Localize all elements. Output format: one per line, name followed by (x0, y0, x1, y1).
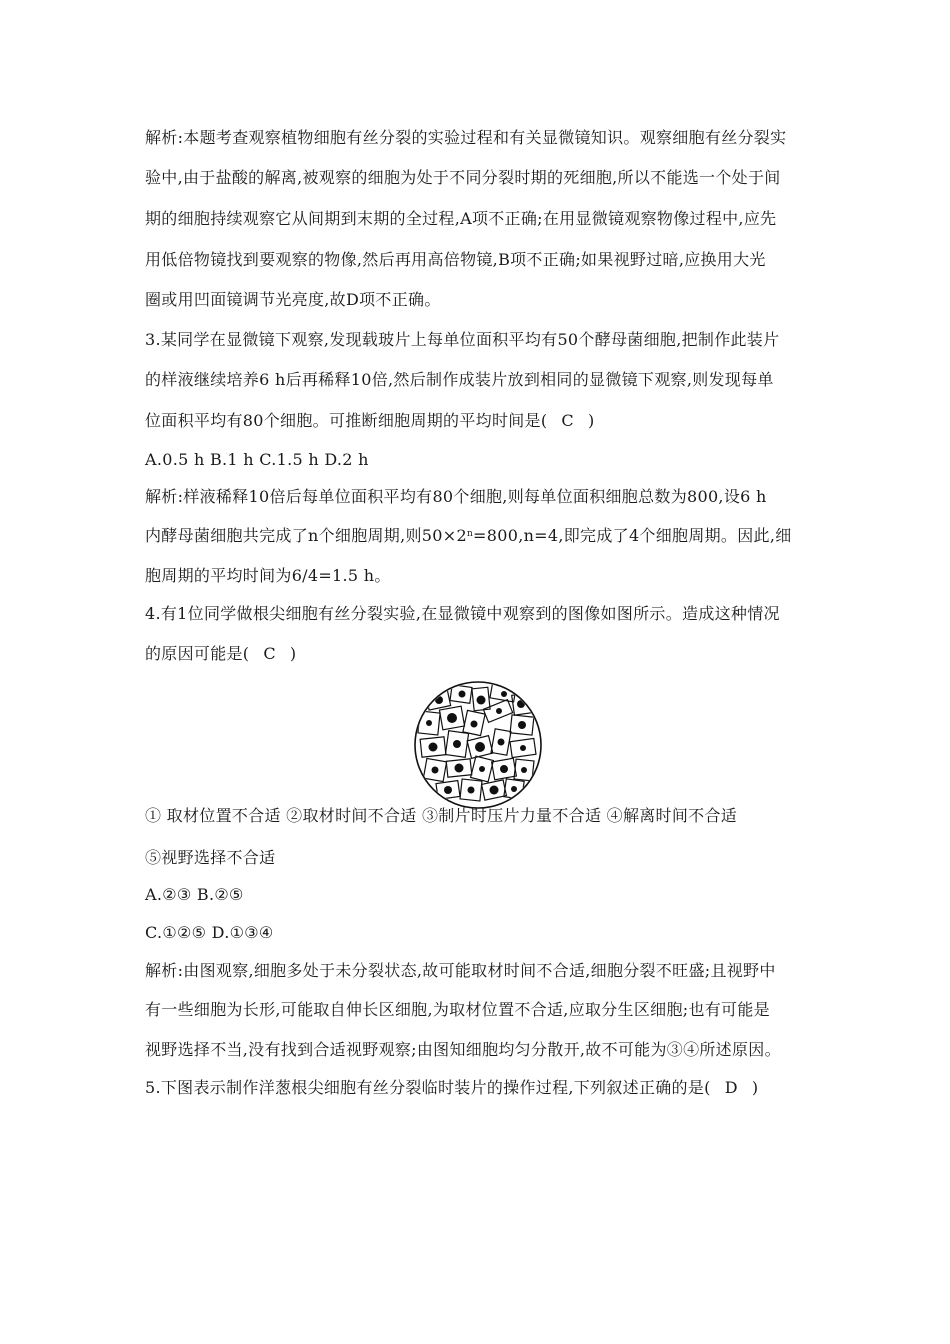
cell-nucleus (459, 691, 466, 698)
question-5-line (145, 1078, 758, 1098)
question-4-conditions-line-1: ① 取材位置不合适 ②取材时间不合适 ③制片时压片力量不合适 ④解离时间不合适 (145, 806, 738, 825)
cell-nucleus (477, 696, 486, 705)
analysis-4-line-2: 有一些细胞为长形,可能取自伸长区细胞,为取材位置不合适,应取分生区细胞;也有可能是 (145, 1000, 770, 1019)
question-4-line-1: 4.有1位同学做根尖细胞有丝分裂实验,在显微镜中观察到的图像如图所示。造成这种情况 (145, 604, 780, 623)
analysis-2-line-2: 验中,由于盐酸的解离,被观察的细胞为处于不同分裂时期的死细胞,所以不能选一个处于间 (145, 168, 781, 187)
question-4-close-paren: ) (289, 644, 297, 663)
cell-nucleus (453, 740, 461, 748)
analysis-2-line-5: 圈或用凹面镜调节光亮度,故D项不正确。 (145, 290, 441, 309)
cell-nucleus (501, 691, 507, 697)
cell-nucleus (518, 721, 526, 729)
cell-nucleus (498, 739, 505, 746)
question-3-line-1: 3.某同学在显微镜下观察,发现载玻片上每单位面积平均有50个酵母菌细胞,把制作此装片 (145, 330, 780, 349)
analysis-2-line-1: 解析:本题考查观察植物细胞有丝分裂的实验过程和有关显微镜知识。观察细胞有丝分裂实 (145, 128, 787, 147)
analysis-3-line-2 (145, 526, 792, 546)
analysis-4-line-3: 视野选择不当,没有找到合适视野观察;由图知细胞均匀分散开,故不可能为③④所述原因。 (145, 1040, 781, 1059)
cell-nucleus (471, 721, 478, 728)
analysis-2-line-4: 用低倍物镜找到要观察的物像,然后再用高倍物镜,B项不正确;如果视野过暗,应换用大光 (145, 250, 766, 269)
question-3-stem-end: 位面积平均有80个细胞。可推断细胞周期的平均时间是( (145, 411, 548, 430)
analysis-3-line-2-part-b: =800,n=4,即完成了4个细胞周期。因此,细 (473, 526, 792, 545)
analysis-2-line-3: 期的细胞持续观察它从间期到末期的全过程,A项不正确;在用显微镜观察物像过程中,应先 (145, 209, 777, 228)
cell-nucleus (520, 745, 526, 751)
cell-nucleus (429, 743, 438, 752)
cell-nucleus (475, 742, 485, 752)
question-3-answer: C (561, 411, 574, 430)
microscope-field-of-view-icon (413, 680, 543, 810)
cell-nucleus (468, 787, 475, 794)
question-5-stem: 5.下图表示制作洋葱根尖细胞有丝分裂临时装片的操作过程,下列叙述正确的是( (145, 1078, 711, 1097)
question-3-line-3 (145, 411, 595, 431)
cell-nucleus (455, 764, 464, 773)
question-4-options-ab: A.②③ B.②⑤ (145, 885, 244, 904)
question-4-line-2 (145, 644, 296, 664)
cell-nucleus (479, 766, 485, 772)
analysis-3-line-3: 胞周期的平均时间为6/4=1.5 h。 (145, 566, 391, 585)
cell-nucleus (426, 720, 432, 726)
question-4-conditions-line-2: ⑤视野选择不合适 (145, 848, 276, 867)
question-3-close-paren: ) (587, 411, 595, 430)
exponent-n: n (466, 529, 474, 539)
question-3-line-2: 的样液继续培养6 h后再稀释10倍,然后制作成装片放到相同的显微镜下观察,则发现每单 (145, 370, 774, 389)
cell-field-drawing (413, 680, 543, 810)
cell-nucleus (447, 713, 457, 723)
question-3-options: A.0.5 h B.1 h C.1.5 h D.2 h (145, 450, 369, 469)
cell-nucleus (490, 786, 499, 795)
cell-nucleus (432, 767, 439, 774)
analysis-4-line-1: 解析:由图观察,细胞多处于未分裂状态,故可能取材时间不合适,细胞分裂不旺盛;且视野中 (145, 961, 776, 980)
cell-nucleus (496, 708, 502, 714)
cell-nucleus (500, 765, 508, 773)
cell-nucleus (521, 767, 527, 773)
analysis-3-line-2-part-a: 内酵母菌细胞共完成了n个细胞周期,则50×2 (145, 526, 467, 545)
question-4-stem-end: 的原因可能是( (145, 644, 250, 663)
question-5-close-paren: ) (751, 1078, 759, 1097)
question-4-options-cd: C.①②⑤ D.①③④ (145, 923, 274, 942)
question-5-answer: D (724, 1078, 738, 1097)
analysis-3-line-1: 解析:样液稀释10倍后每单位面积平均有80个细胞,则每单位面积细胞总数为800,设6 h (145, 487, 767, 506)
question-4-answer: C (263, 644, 276, 663)
cell-nucleus (511, 786, 517, 792)
cell-nucleus (444, 786, 452, 794)
